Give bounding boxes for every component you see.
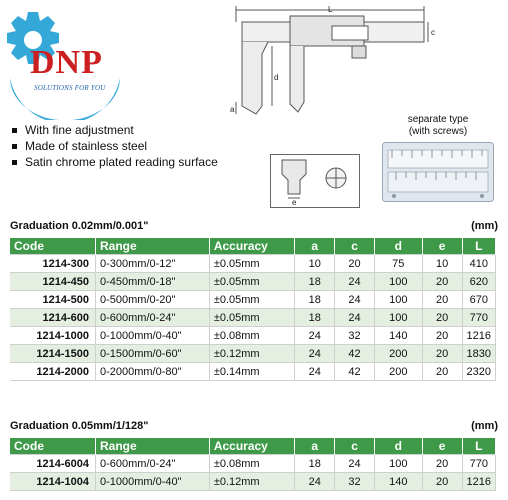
col-range: Range (95, 438, 209, 455)
bullet-icon (12, 160, 17, 165)
cell-c: 42 (335, 345, 375, 363)
col-code: Code (10, 438, 95, 455)
cell-d: 100 (374, 455, 422, 473)
col-c: c (335, 238, 375, 255)
dim-label-L: L (328, 5, 333, 14)
cell-L: 670 (462, 291, 495, 309)
cell-e: 20 (422, 455, 462, 473)
cell-L: 1216 (462, 473, 495, 491)
cell-a: 24 (295, 327, 335, 345)
cell-e: 20 (422, 327, 462, 345)
table-header-row (10, 438, 496, 455)
table1-body (10, 255, 496, 381)
cell-range: 0-600mm/0-24" (95, 309, 209, 327)
cell-L: 1830 (462, 345, 495, 363)
cell-a: 18 (295, 291, 335, 309)
cell-d: 75 (374, 255, 422, 273)
cell-code: 1214-600 (10, 309, 95, 327)
cell-code: 1214-2000 (10, 363, 95, 381)
cell-range: 0-500mm/0-20" (95, 291, 209, 309)
cell-c: 24 (335, 273, 375, 291)
col-e: e (422, 238, 462, 255)
cell-c: 32 (335, 327, 375, 345)
logo-tagline: SOLUTIONS FOR YOU (34, 84, 106, 92)
table-row (10, 291, 496, 309)
vernier-scale-image (382, 142, 494, 202)
dim-label-c: c (431, 28, 435, 37)
cell-a: 24 (295, 473, 335, 491)
col-accuracy: Accuracy (209, 438, 295, 455)
cell-c: 42 (335, 363, 375, 381)
cell-range: 0-2000mm/0-80" (95, 363, 209, 381)
table-row (10, 273, 496, 291)
cell-accuracy: ±0.05mm (209, 291, 295, 309)
table-row (10, 255, 496, 273)
bullet-icon (12, 144, 17, 149)
cell-code: 1214-450 (10, 273, 95, 291)
cell-code: 1214-1000 (10, 327, 95, 345)
col-e: e (422, 438, 462, 455)
cell-d: 200 (374, 363, 422, 381)
table-row (10, 473, 496, 491)
dim-label-a: a (230, 105, 235, 114)
cell-code: 1214-500 (10, 291, 95, 309)
cell-L: 1216 (462, 327, 495, 345)
cell-a: 10 (295, 255, 335, 273)
table2-unit: (mm) (471, 420, 498, 432)
table2-body (10, 455, 496, 491)
table2-graduation: Graduation 0.05mm/1/128" (10, 420, 149, 432)
table1-graduation: Graduation 0.02mm/0.001" (10, 220, 149, 232)
cell-a: 24 (295, 345, 335, 363)
cell-e: 20 (422, 273, 462, 291)
cell-d: 100 (374, 273, 422, 291)
col-a: a (295, 438, 335, 455)
feature-item: With fine adjustment (10, 122, 218, 138)
cell-range: 0-1500mm/0-60" (95, 345, 209, 363)
cell-d: 140 (374, 327, 422, 345)
cell-d: 100 (374, 291, 422, 309)
col-L: L (462, 238, 495, 255)
table-row (10, 455, 496, 473)
cell-code: 1214-6004 (10, 455, 95, 473)
cell-code: 1214-1500 (10, 345, 95, 363)
cell-e: 10 (422, 255, 462, 273)
cell-code: 1214-300 (10, 255, 95, 273)
bullet-icon (12, 128, 17, 133)
logo-brand: DNP (30, 44, 103, 81)
cell-d: 200 (374, 345, 422, 363)
cell-a: 18 (295, 455, 335, 473)
col-accuracy: Accuracy (209, 238, 295, 255)
jaw-detail-diagram (270, 154, 360, 208)
table-row (10, 363, 496, 381)
caliper-diagram (228, 2, 442, 116)
col-c: c (335, 438, 375, 455)
cell-accuracy: ±0.12mm (209, 345, 295, 363)
feature-item: Satin chrome plated reading surface (10, 154, 218, 170)
table-row (10, 327, 496, 345)
cell-L: 620 (462, 273, 495, 291)
cell-accuracy: ±0.05mm (209, 273, 295, 291)
cell-L: 410 (462, 255, 495, 273)
table-header-row (10, 238, 496, 255)
col-d: d (374, 238, 422, 255)
cell-e: 20 (422, 291, 462, 309)
cell-range: 0-450mm/0-18" (95, 273, 209, 291)
cell-accuracy: ±0.14mm (209, 363, 295, 381)
cell-c: 32 (335, 473, 375, 491)
cell-accuracy: ±0.08mm (209, 327, 295, 345)
cell-accuracy: ±0.12mm (209, 473, 295, 491)
cell-L: 770 (462, 309, 495, 327)
cell-accuracy: ±0.05mm (209, 255, 295, 273)
cell-a: 18 (295, 309, 335, 327)
cell-d: 140 (374, 473, 422, 491)
cell-a: 18 (295, 273, 335, 291)
cell-code: 1214-1004 (10, 473, 95, 491)
cell-e: 20 (422, 473, 462, 491)
feature-list (10, 122, 218, 170)
cell-c: 24 (335, 455, 375, 473)
dim-label-e: e (292, 198, 297, 207)
cell-e: 20 (422, 363, 462, 381)
cell-L: 2320 (462, 363, 495, 381)
col-d: d (374, 438, 422, 455)
cell-range: 0-1000mm/0-40" (95, 327, 209, 345)
spec-table-1 (10, 238, 496, 381)
table-row (10, 309, 496, 327)
spec-table-2 (10, 438, 496, 491)
col-range: Range (95, 238, 209, 255)
cell-accuracy: ±0.08mm (209, 455, 295, 473)
cell-range: 0-300mm/0-12" (95, 255, 209, 273)
cell-c: 24 (335, 309, 375, 327)
cell-d: 100 (374, 309, 422, 327)
col-code: Code (10, 238, 95, 255)
table-row (10, 345, 496, 363)
cell-range: 0-1000mm/0-40" (95, 473, 209, 491)
table1-unit: (mm) (471, 220, 498, 232)
cell-c: 24 (335, 291, 375, 309)
cell-c: 20 (335, 255, 375, 273)
feature-item: Made of stainless steel (10, 138, 218, 154)
cell-e: 20 (422, 345, 462, 363)
cell-accuracy: ±0.05mm (209, 309, 295, 327)
cell-range: 0-600mm/0-24" (95, 455, 209, 473)
separate-type-label: separate type (with screws) (407, 114, 469, 137)
col-a: a (295, 238, 335, 255)
cell-e: 20 (422, 309, 462, 327)
col-L: L (462, 438, 495, 455)
cell-a: 24 (295, 363, 335, 381)
dim-label-d: d (274, 73, 279, 82)
cell-L: 770 (462, 455, 495, 473)
